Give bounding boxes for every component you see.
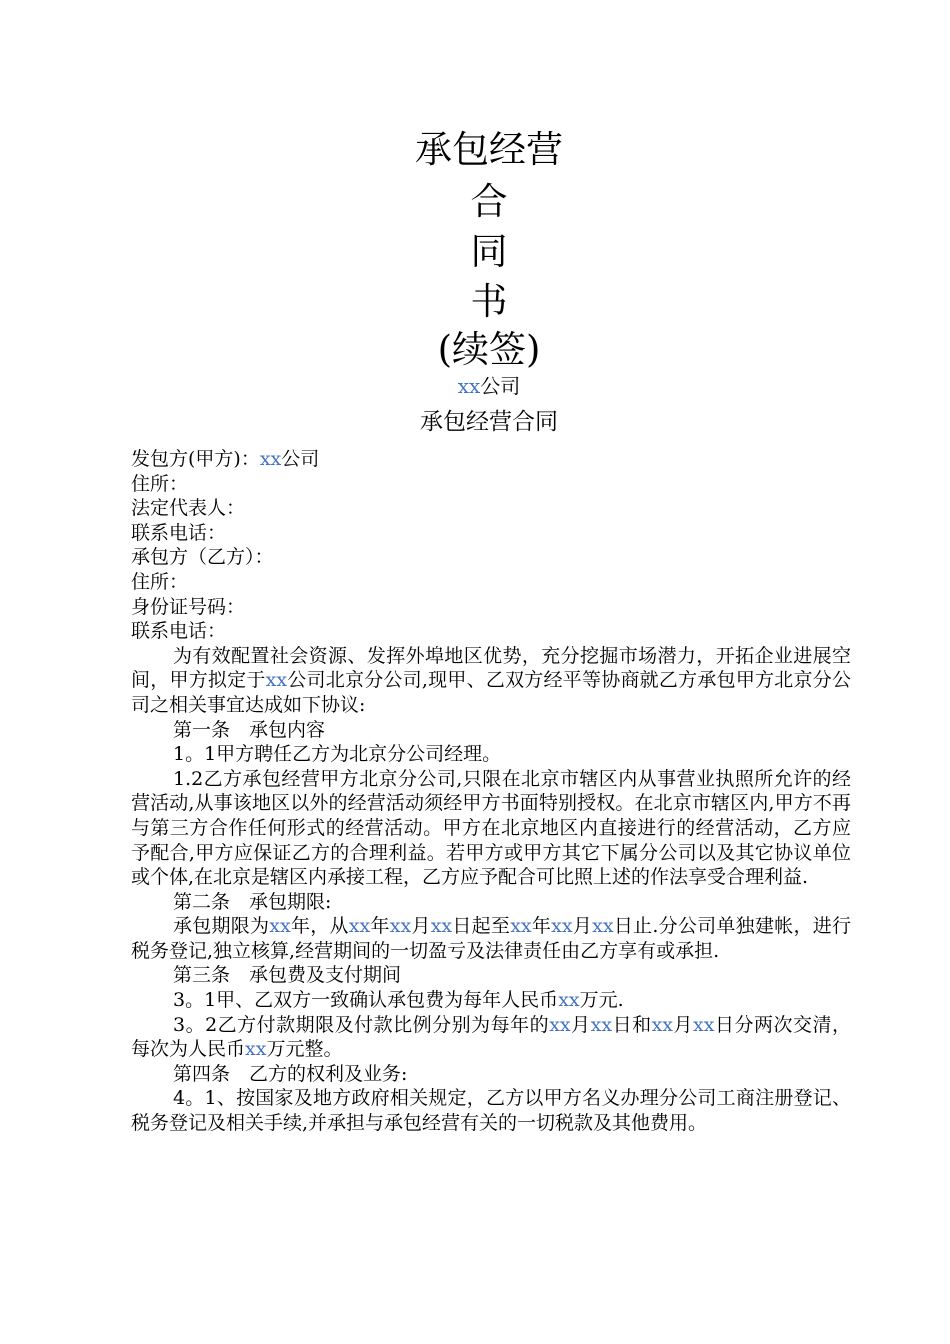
clause-3-2: 3。2乙方付款期限及付款比例分别为每年的xx月xx日和xx月xx日分两次交清，每次为人民币xx万元整。 <box>131 1013 851 1061</box>
cover-title-line-3: 同 <box>470 230 508 273</box>
placeholder: xx <box>457 374 481 398</box>
clause-3-1: 3。1甲、乙双方一致确认承包费为每年人民币xx万元. <box>173 989 624 1012</box>
contract-title: 承包经营合同 <box>420 409 558 435</box>
party-b-line: 承包方（乙方）： <box>131 546 274 569</box>
clause-4-1: 4。1、按国家及地方政府相关规定，乙方以甲方名义办理分公司工商注册登记、税务登记及相关手续,并承担与承包经营有关的一切税款及其他费用。 <box>131 1087 851 1135</box>
id-number: 身份证号码： <box>131 595 246 618</box>
article-1-heading: 第一条 承包内容 <box>173 718 326 741</box>
legal-representative: 法定代表人： <box>131 497 246 520</box>
intro-paragraph: 为有效配置社会资源、发挥外埠地区优势，充分挖掘市场潜力，开拓企业进展空间，甲方拟定于xx公司北京分公司,现甲、乙双方经平等协商就乙方承包甲方北京分公司之相关事宜达成如下协议: <box>131 644 851 716</box>
placeholder: xx <box>259 448 282 470</box>
clause-1-2: 1.2乙方承包经营甲方北京分公司,只限在北京市辖区内从事营业执照所允许的经营活动,从事该地区以外的经营活动须经甲方书面特别授权。在北京市辖区内,甲方不再与第三方合作任何形式的经营活动。甲方在北京地区内直接进行的经营活动，乙方应予配合,甲方应保证乙方的合理利益。若甲方或甲方其它下属分公司以及其它协议单位或个体,在北京是辖区内承接工程，乙方应予配合可比照上述的作法享受合理利益. <box>131 767 851 889</box>
cover-title-line-2: 合 <box>470 180 508 223</box>
article-3-heading: 第三条 承包费及支付期间 <box>173 964 402 987</box>
contract-body <box>131 447 851 1136</box>
party-a-phone: 联系电话： <box>131 521 227 544</box>
party-b-phone: 联系电话： <box>131 620 227 643</box>
party-a-line: 发包方(甲方)：xx公司 <box>131 448 320 470</box>
cover-title-line-5: (续签) <box>437 328 541 371</box>
cover-title-line-4: 书 <box>470 280 508 323</box>
clause-1-1: 1。1甲方聘任乙方为北京分公司经理。 <box>173 743 502 766</box>
cover-title-line-1: 承包经营 <box>415 128 563 171</box>
clause-2: 承包期限为xx年，从xx年xx月xx日起至xx年xx月xx日止.分公司单独建帐，进行税务登记,独立核算,经营期间的一切盈亏及法律责任由乙方享有或承担. <box>131 915 851 962</box>
cover-company: xx公司 <box>457 374 521 398</box>
article-2-heading: 第二条 承包期限: <box>173 890 332 913</box>
article-4-heading: 第四条 乙方的权利及业务: <box>173 1062 408 1085</box>
party-b-address: 住所： <box>131 570 189 593</box>
party-a-address: 住所： <box>131 472 189 495</box>
